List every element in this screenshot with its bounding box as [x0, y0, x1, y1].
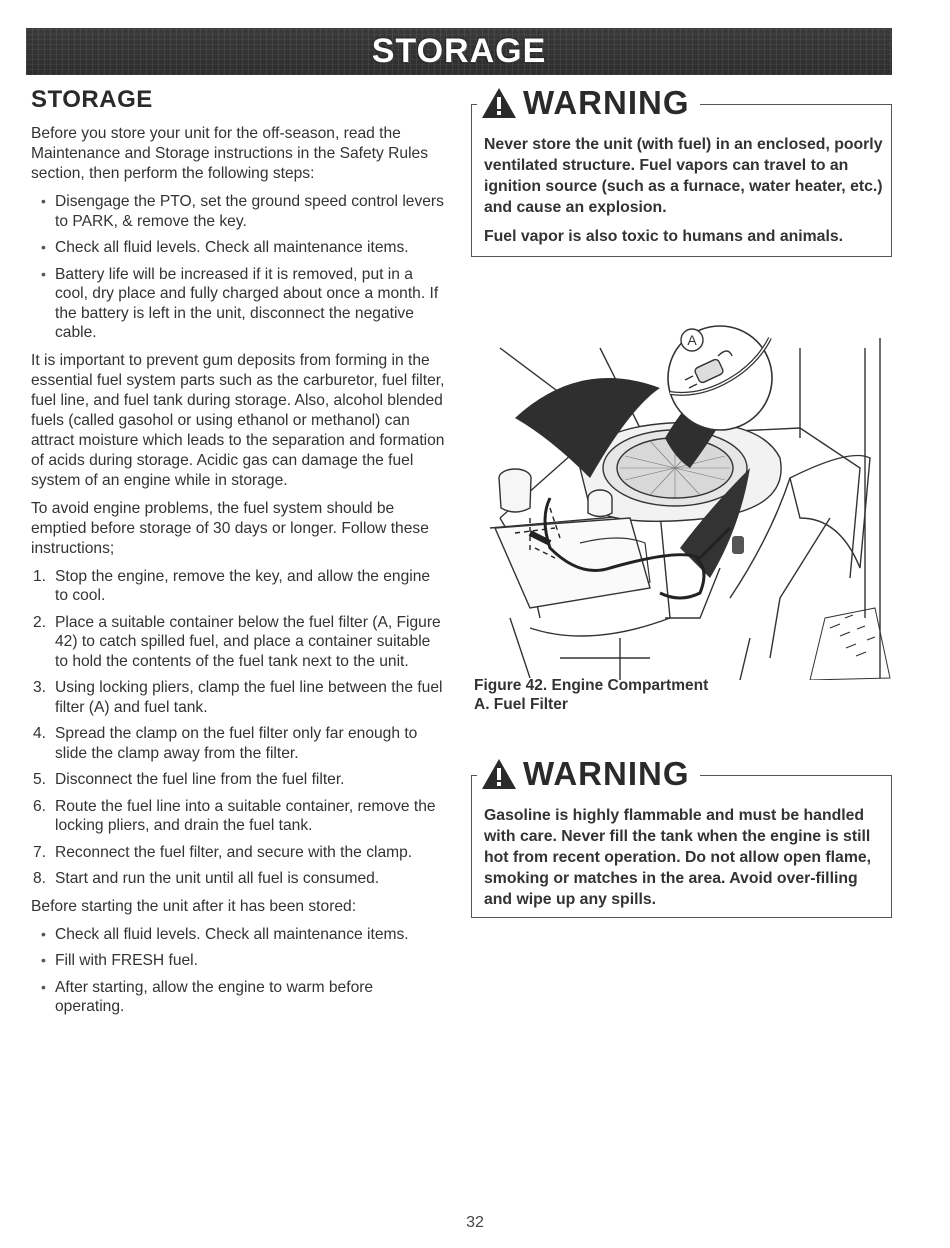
step-item — [33, 843, 446, 863]
left-column — [31, 86, 446, 1025]
intro-paragraph: Before you store your unit for the off-season, read the Maintenance and Storage instructions in the Safety Rules section, then perform the following steps: — [31, 125, 429, 182]
step-item — [33, 678, 446, 717]
step-number: 6. — [33, 797, 47, 815]
warning-text: Gasoline is highly flammable and must be handled with care. Never fill the tank when the engine is still hot from recent operation. Do not allow open flame, smoking or matches in the area. Avoid over-filling and wipe up any spills. — [484, 807, 872, 908]
figure-caption-legend: A. Fuel Filter — [474, 696, 568, 713]
list-item: • Disengage the PTO, set the ground speed control levers to PARK, & remove the key. — [55, 192, 446, 231]
step-item — [33, 567, 446, 606]
step-number: 2. — [33, 613, 47, 631]
step-text: Disconnect the fuel line from the fuel filter. — [55, 771, 345, 788]
figure-caption-title: Figure 42. Engine Compartment — [474, 677, 709, 694]
step-text: Reconnect the fuel filter, and secure with the clamp. — [55, 843, 413, 861]
prep-bullet-list — [31, 192, 446, 343]
step-item — [33, 613, 446, 672]
section-heading: STORAGE — [31, 86, 153, 113]
list-item: • Check all fluid levels. Check all maintenance items. — [55, 925, 446, 945]
warning-title: WARNING — [523, 84, 690, 121]
step-item — [33, 797, 446, 836]
warning-text: Never store the unit (with fuel) in an enclosed, poorly ventilated structure. Fuel vapors can travel to an ignition source (such as a furnace, water heater, etc.) and cause an explosion. — [484, 136, 883, 216]
list-item: • Fill with FRESH fuel. — [55, 951, 446, 971]
step-item — [33, 770, 446, 790]
engine-compartment-illustration — [470, 318, 892, 680]
drain-steps-list — [31, 567, 446, 889]
warning-triangle-icon — [481, 87, 517, 119]
warning-text: Fuel vapor is also toxic to humans and animals. — [484, 228, 844, 245]
list-item: • Check all fluid levels. Check all maintenance items. — [55, 238, 446, 258]
step-number: 3. — [33, 679, 47, 696]
section-banner — [26, 28, 892, 75]
avoid-problems-paragraph: To avoid engine problems, the fuel system should be emptied before storage of 30 days or longer. Follow these instructions; — [31, 499, 429, 557]
step-item — [33, 724, 446, 763]
warning-box-gasoline — [471, 755, 892, 918]
step-text: Spread the clamp on the fuel filter only far enough to slide the clamp away from the filter. — [55, 725, 418, 762]
step-text: Route the fuel line into a suitable container, remove the locking pliers, and drain the fuel tank. — [55, 797, 436, 834]
step-text: Place a suitable container below the fuel filter (A, Figure 42) to catch spilled fuel, and place a container suitable to hold the contents of the fuel tank next to the unit. — [55, 613, 441, 670]
banner-title: STORAGE — [371, 32, 547, 70]
engine-compartment-figure — [470, 318, 892, 680]
list-item: • After starting, allow the engine to warm before operating. — [55, 978, 446, 1017]
step-number: 5. — [33, 771, 47, 788]
figure-callout-label: A — [687, 332, 697, 348]
warning-title: WARNING — [523, 755, 690, 792]
step-text: Using locking pliers, clamp the fuel line between the fuel filter (A) and fuel tank. — [55, 679, 443, 716]
warning-triangle-icon — [481, 758, 517, 790]
list-item: • Battery life will be increased if it is removed, put in a cool, dry place and fully charged about once a month. If the battery is left in the unit, disconnect the negative cable. — [55, 265, 446, 343]
after-storage-bullet-list — [31, 925, 446, 1017]
step-number: 1. — [33, 567, 47, 585]
page-number: 32 — [466, 1214, 484, 1231]
step-item — [33, 869, 446, 889]
step-text: Start and run the unit until all fuel is consumed. — [55, 870, 380, 887]
step-text: Stop the engine, remove the key, and allow the engine to cool. — [55, 567, 431, 604]
figure-caption — [474, 676, 708, 714]
step-number: 4. — [33, 725, 47, 742]
step-number: 7. — [33, 843, 47, 861]
before-starting-paragraph: Before starting the unit after it has been stored: — [31, 897, 357, 915]
warning-box-vapors — [471, 84, 892, 257]
step-number: 8. — [33, 870, 47, 887]
gum-deposits-paragraph: It is important to prevent gum deposits from forming in the essential fuel system parts such as the carburetor, fuel filter, fuel line, and fuel tank during storage. Also, alcohol blended fuels (called gasohol or using ethanol or methanol) can attract moisture which leads to the separation and formation of acids during storage. Acidic gas can damage the fuel system of an engine while in storage. — [31, 351, 445, 489]
